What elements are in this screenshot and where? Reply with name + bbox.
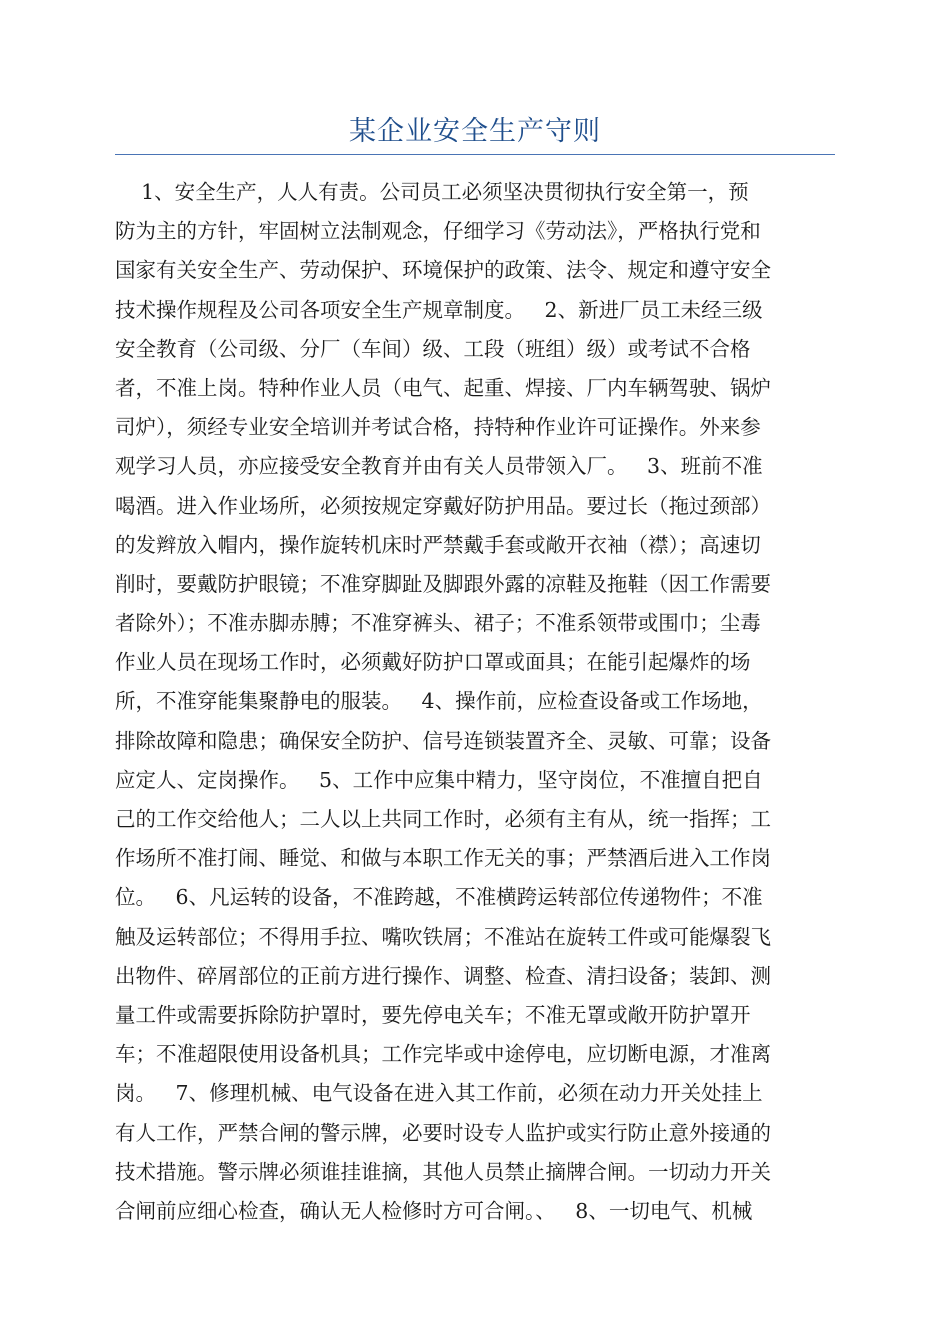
body-line: 安全教育（公司级、分厂（车间）级、工段（班组）级）或考试不合格 (115, 336, 751, 361)
body-line: 车；不准超限使用设备机具；工作完毕或中途停电，应切断电源，才准离 (115, 1042, 771, 1067)
body-line: 作业人员在现场工作时，必须戴好防护口罩或面具；在能引起爆炸的场 (115, 650, 751, 675)
body-line: 有人工作，严禁合闸的警示牌，必要时设专人监护或实行防止意外接通的 (115, 1120, 771, 1145)
body-line: 应定人、定岗操作。 5、工作中应集中精力，坚守岗位，不准擅自把自 (115, 767, 763, 792)
body-line: 者除外）；不准赤脚赤膊；不准穿裤头、裙子；不准系领带或围巾；尘毒 (115, 611, 761, 636)
document-body (115, 173, 835, 1231)
document-title: 某企业安全生产守则 (349, 116, 601, 147)
body-line: 国家有关安全生产、劳动保护、环境保护的政策、法令、规定和遵守安全 (115, 258, 771, 283)
body-line: 量工件或需要拆除防护罩时，要先停电关车；不准无罩或敞开防护罩开 (115, 1002, 751, 1027)
body-line: 出物件、碎屑部位的正前方进行操作、调整、检查、清扫设备；装卸、测 (115, 963, 771, 988)
body-line: 喝酒。进入作业场所，必须按规定穿戴好防护用品。要过长（拖过颈部） (115, 493, 771, 518)
body-line: 技术操作规程及公司各项安全生产规章制度。 2、新进厂员工未经三级 (115, 297, 763, 322)
body-line: 所，不准穿能集聚静电的服装。 4、操作前，应检查设备或工作场地， (115, 689, 763, 714)
body-line: 观学习人员，亦应接受安全教育并由有关人员带领入厂。 3、班前不准 (115, 454, 763, 479)
body-line: 司炉），须经专业安全培训并考试合格，持特种作业许可证操作。外来参 (115, 415, 761, 440)
body-line: 己的工作交给他人；二人以上共同工作时，必须有主有从，统一指挥；工 (115, 807, 771, 831)
body-line: 岗。 7、修理机械、电气设备在进入其工作前，必须在动力开关处挂上 (115, 1081, 763, 1106)
body-line: 位。 6、凡运转的设备，不准跨越，不准横跨运转部位传递物件；不准 (115, 885, 763, 910)
body-line: 的发辫放入帽内，操作旋转机床时严禁戴手套或敞开衣袖（襟）；高速切 (115, 532, 761, 557)
body-line: 防为主的方针，牢固树立法制观念，仔细学习《劳动法》，严格执行党和 (115, 219, 761, 244)
body-line: 技术措施。警示牌必须谁挂谁摘，其他人员禁止摘牌合闸。一切动力开关 (115, 1159, 771, 1184)
body-line: 削时，要戴防护眼镜；不准穿脚趾及脚跟外露的凉鞋及拖鞋（因工作需要 (115, 571, 771, 596)
body-line: 者，不准上岗。特种作业人员（电气、起重、焊接、厂内车辆驾驶、锅炉 (115, 375, 771, 400)
body-line: 作场所不准打闹、睡觉、和做与本职工作无关的事；严禁酒后进入工作岗 (115, 846, 771, 871)
body-line: 排除故障和隐患；确保安全防护、信号连锁装置齐全、灵敏、可靠；设备 (115, 728, 771, 753)
body-line: 1、安全生产，人人有责。公司员工必须坚决贯彻执行安全第一，预 (115, 180, 749, 204)
title-underline (115, 154, 835, 155)
body-line: 触及运转部位；不得用手拉、嘴吹铁屑；不准站在旋转工件或可能爆裂飞 (115, 924, 771, 949)
body-line: 合闸前应细心检查，确认无人检修时方可合闸。、 8、一切电气、机械 (115, 1198, 753, 1223)
